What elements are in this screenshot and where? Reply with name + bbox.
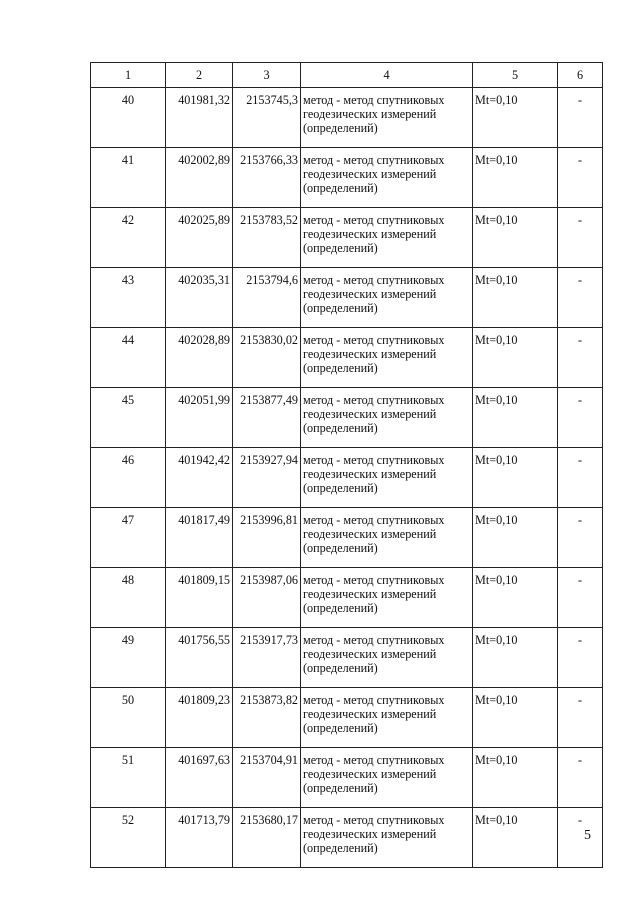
method-text: метод - метод спутниковых геодезических измерений (определений) <box>301 448 473 508</box>
header-col-2: 2 <box>166 63 233 88</box>
point-number: 41 <box>91 148 166 208</box>
coord-x: 401809,15 <box>166 568 233 628</box>
point-number: 42 <box>91 208 166 268</box>
method-text: метод - метод спутниковых геодезических измерений (определений) <box>301 628 473 688</box>
table-body <box>91 88 603 868</box>
accuracy-value: Mt=0,10 <box>473 148 558 208</box>
table-row <box>91 628 603 688</box>
method-text: метод - метод спутниковых геодезических измерений (определений) <box>301 88 473 148</box>
coord-x: 402025,89 <box>166 208 233 268</box>
method-text: метод - метод спутниковых геодезических измерений (определений) <box>301 148 473 208</box>
point-number: 49 <box>91 628 166 688</box>
note-value: - <box>558 748 603 808</box>
point-number: 52 <box>91 808 166 868</box>
note-value: - <box>558 808 603 868</box>
table-row <box>91 88 603 148</box>
header-col-1: 1 <box>91 63 166 88</box>
note-value: - <box>558 508 603 568</box>
accuracy-value: Mt=0,10 <box>473 808 558 868</box>
note-value: - <box>558 568 603 628</box>
accuracy-value: Mt=0,10 <box>473 568 558 628</box>
coord-x: 401817,49 <box>166 508 233 568</box>
coord-y: 2153917,73 <box>233 628 301 688</box>
method-text: метод - метод спутниковых геодезических измерений (определений) <box>301 388 473 448</box>
point-number: 46 <box>91 448 166 508</box>
header-col-6: 6 <box>558 63 603 88</box>
method-text: метод - метод спутниковых геодезических измерений (определений) <box>301 808 473 868</box>
table-row <box>91 268 603 328</box>
table-row <box>91 448 603 508</box>
table-header <box>91 63 603 88</box>
method-text: метод - метод спутниковых геодезических измерений (определений) <box>301 748 473 808</box>
header-col-3: 3 <box>233 63 301 88</box>
point-number: 44 <box>91 328 166 388</box>
method-text: метод - метод спутниковых геодезических измерений (определений) <box>301 688 473 748</box>
coord-x: 402028,89 <box>166 328 233 388</box>
point-number: 51 <box>91 748 166 808</box>
coordinates-table <box>90 62 603 868</box>
coord-x: 402051,99 <box>166 388 233 448</box>
table-row <box>91 808 603 868</box>
accuracy-value: Mt=0,10 <box>473 448 558 508</box>
coord-y: 2153766,33 <box>233 148 301 208</box>
accuracy-value: Mt=0,10 <box>473 508 558 568</box>
accuracy-value: Mt=0,10 <box>473 328 558 388</box>
coord-y: 2153704,91 <box>233 748 301 808</box>
table-row <box>91 388 603 448</box>
header-row <box>91 63 603 88</box>
accuracy-value: Mt=0,10 <box>473 88 558 148</box>
point-number: 43 <box>91 268 166 328</box>
header-col-4: 4 <box>301 63 473 88</box>
point-number: 45 <box>91 388 166 448</box>
table-row <box>91 568 603 628</box>
method-text: метод - метод спутниковых геодезических измерений (определений) <box>301 568 473 628</box>
coord-y: 2153783,52 <box>233 208 301 268</box>
point-number: 48 <box>91 568 166 628</box>
accuracy-value: Mt=0,10 <box>473 688 558 748</box>
coord-x: 401942,42 <box>166 448 233 508</box>
coord-x: 402035,31 <box>166 268 233 328</box>
note-value: - <box>558 208 603 268</box>
note-value: - <box>558 448 603 508</box>
coord-x: 401809,23 <box>166 688 233 748</box>
note-value: - <box>558 688 603 748</box>
coord-y: 2153873,82 <box>233 688 301 748</box>
table-row <box>91 748 603 808</box>
coord-x: 401981,32 <box>166 88 233 148</box>
accuracy-value: Mt=0,10 <box>473 268 558 328</box>
table-row <box>91 328 603 388</box>
method-text: метод - метод спутниковых геодезических измерений (определений) <box>301 328 473 388</box>
point-number: 47 <box>91 508 166 568</box>
note-value: - <box>558 388 603 448</box>
method-text: метод - метод спутниковых геодезических измерений (определений) <box>301 508 473 568</box>
coord-y: 2153987,06 <box>233 568 301 628</box>
coord-y: 2153680,17 <box>233 808 301 868</box>
coord-y: 2153794,6 <box>233 268 301 328</box>
table-row <box>91 508 603 568</box>
note-value: - <box>558 628 603 688</box>
note-value: - <box>558 88 603 148</box>
coord-x: 401697,63 <box>166 748 233 808</box>
table-row <box>91 148 603 208</box>
coord-x: 402002,89 <box>166 148 233 208</box>
accuracy-value: Mt=0,10 <box>473 628 558 688</box>
page-number: 5 <box>584 828 591 843</box>
coord-y: 2153996,81 <box>233 508 301 568</box>
method-text: метод - метод спутниковых геодезических измерений (определений) <box>301 268 473 328</box>
note-value: - <box>558 148 603 208</box>
note-value: - <box>558 268 603 328</box>
coord-y: 2153745,3 <box>233 88 301 148</box>
method-text: метод - метод спутниковых геодезических измерений (определений) <box>301 208 473 268</box>
coord-x: 401756,55 <box>166 628 233 688</box>
coord-y: 2153877,49 <box>233 388 301 448</box>
point-number: 40 <box>91 88 166 148</box>
note-value: - <box>558 328 603 388</box>
point-number: 50 <box>91 688 166 748</box>
header-col-5: 5 <box>473 63 558 88</box>
table-row <box>91 208 603 268</box>
coord-y: 2153927,94 <box>233 448 301 508</box>
accuracy-value: Mt=0,10 <box>473 208 558 268</box>
accuracy-value: Mt=0,10 <box>473 388 558 448</box>
coord-y: 2153830,02 <box>233 328 301 388</box>
table-row <box>91 688 603 748</box>
coord-x: 401713,79 <box>166 808 233 868</box>
accuracy-value: Mt=0,10 <box>473 748 558 808</box>
